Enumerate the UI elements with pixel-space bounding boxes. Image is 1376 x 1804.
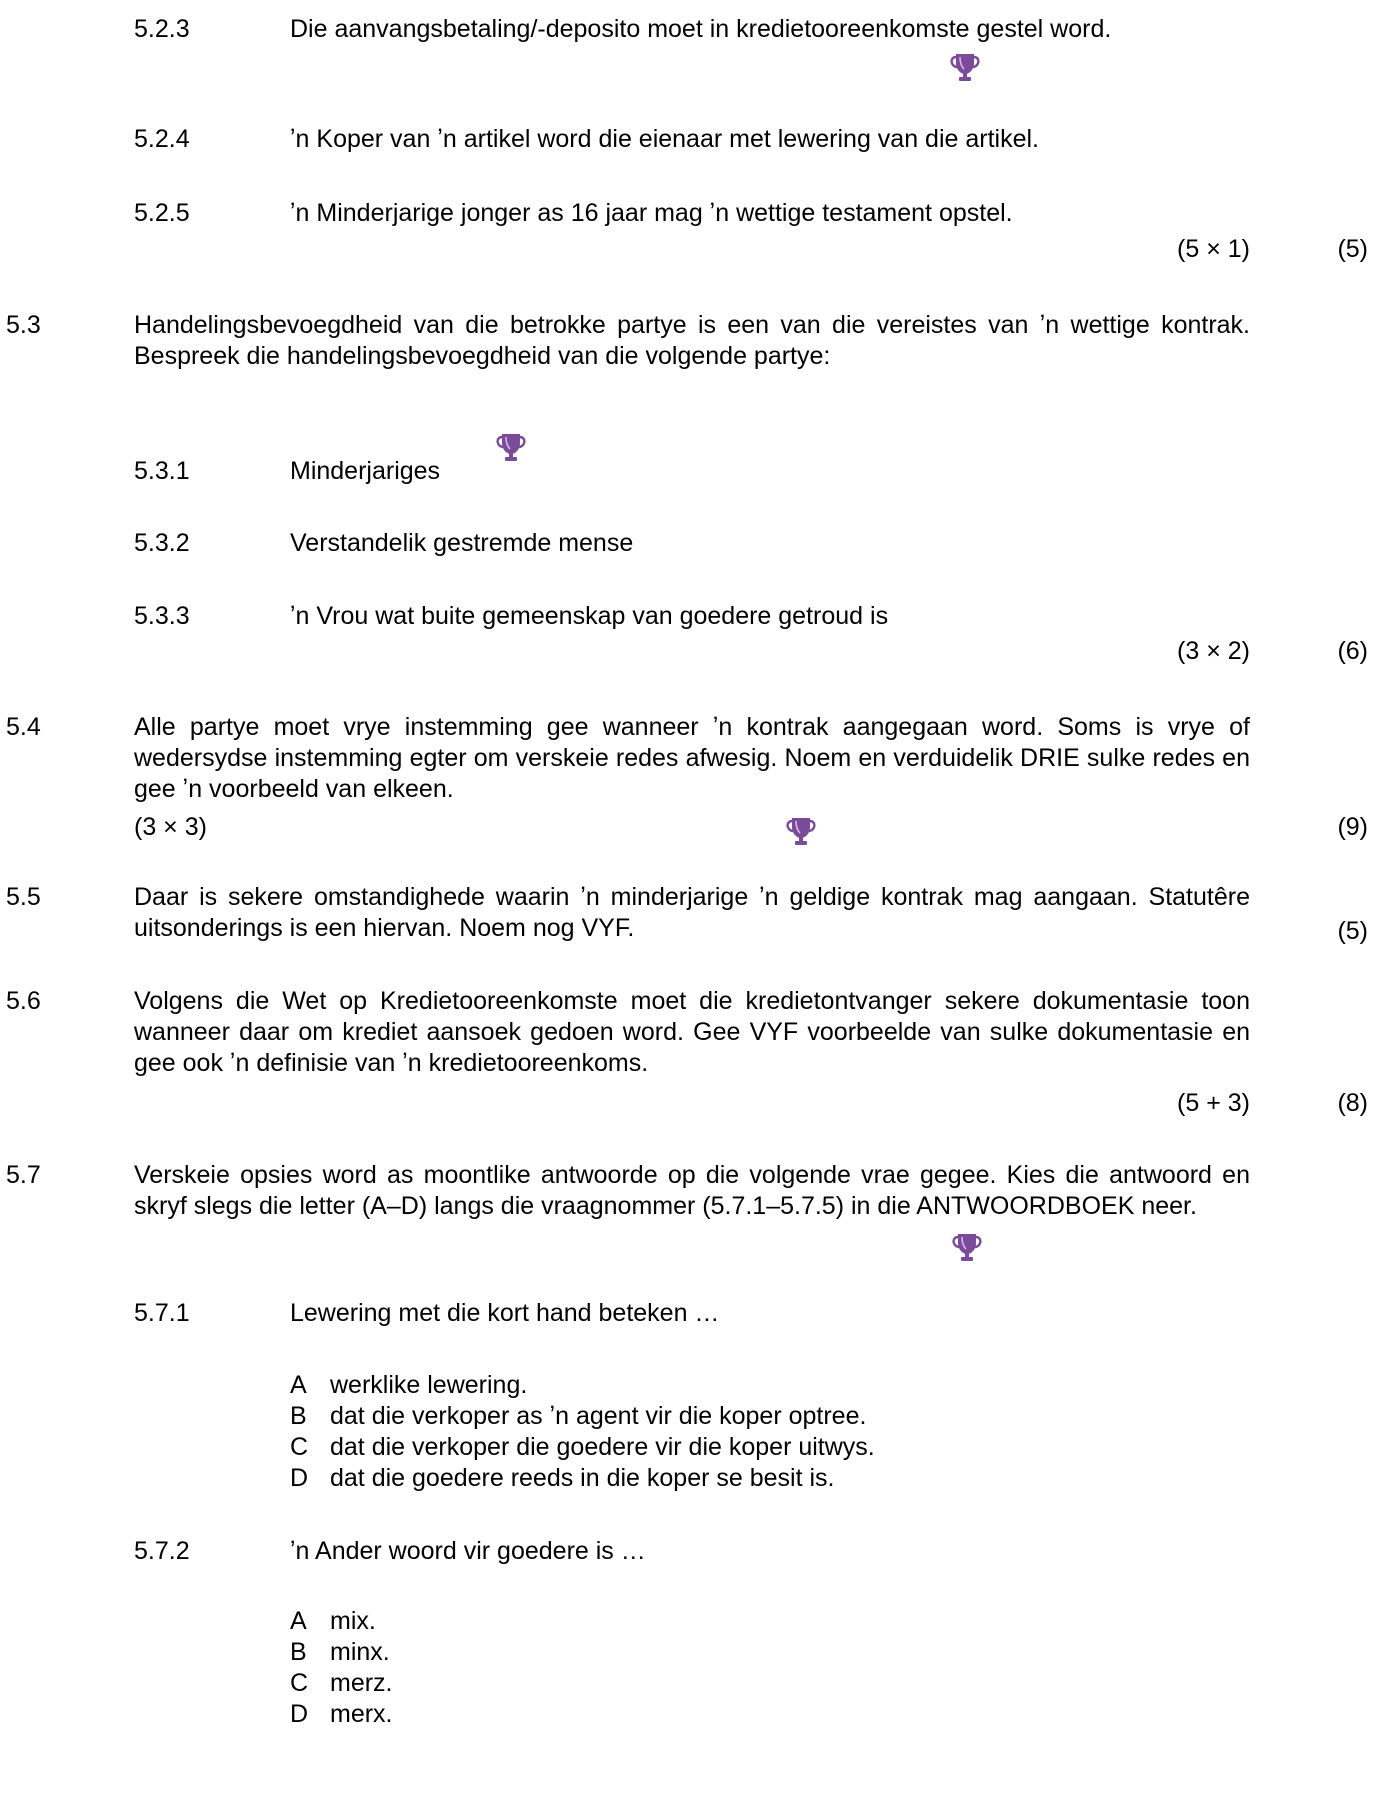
q533-text: ʼn Vrou wat buite gemeenskap van goedere getroud is [290,602,889,630]
option-letter: B [290,1402,307,1430]
option-text: merz. [330,1669,393,1697]
q531-text: Minderjariges [290,457,441,485]
q523-text: Die aanvangsbetaling/-deposito moet in kredietooreenkomste gestel word. [290,15,1112,43]
option-letter: A [290,1371,307,1399]
q524-number: 5.2.4 [134,125,190,153]
option-text: merx. [330,1700,393,1728]
option-letter: D [290,1700,309,1728]
q533-number: 5.3.3 [134,602,190,630]
q54-calc: (3 × 3) [134,813,207,841]
option-letter: C [290,1669,309,1697]
option-letter: B [290,1638,307,1666]
q54-text: Alle partye moet vrye instemming gee wanneer ʼn kontrak aangegaan word. Soms is vrye of wedersydse instemming egter om verskeie redes afwesig. Noem en verduidelik DRIE sulke redes en gee ʼn voorbeeld van elkeen. [134,713,1250,803]
q55-number: 5.5 [6,883,41,911]
q531-number: 5.3.1 [134,457,190,485]
q532-text: Verstandelik gestremde mense [290,529,634,557]
q55-text: Daar is sekere omstandighede waarin ʼn minderjarige ʼn geldige kontrak mag aangaan. Statutêre uitsonderings is een hiervan. Noem nog VYF. [134,883,1250,942]
option-text: werklike lewering. [330,1371,528,1399]
option-text: dat die verkoper as ʼn agent vir die koper optree. [330,1402,867,1430]
q572-stem: ʼn Ander woord vir goedere is … [290,1537,646,1565]
trophy-icon [494,430,528,464]
trophy-icon [784,814,818,848]
q572-number: 5.7.2 [134,1537,190,1565]
q571-number: 5.7.1 [134,1299,190,1327]
trophy-icon [948,50,982,84]
q525-marks: (5) [1337,235,1368,263]
q524-text: ʼn Koper van ʼn artikel word die eienaar met lewering van die artikel. [290,125,1039,153]
q532-number: 5.3.2 [134,529,190,557]
q56-number: 5.6 [6,987,41,1015]
q56-calc: (5 + 3) [1177,1089,1250,1117]
q53-marks: (6) [1337,637,1368,665]
q56-text: Volgens die Wet op Kredietooreenkomste moet die kredietontvanger sekere dokumentasie toon wanneer daar om krediet aansoek gedoen word. Gee VYF voorbeelde van sulke dokumentasie en gee ook ʼn definisie van ʼn kredietooreenkoms. [134,987,1250,1077]
q525-number: 5.2.5 [134,199,190,227]
trophy-icon [950,1230,984,1264]
option-letter: A [290,1607,307,1635]
option-text: dat die goedere reeds in die koper se besit is. [330,1464,835,1492]
q523-number: 5.2.3 [134,15,190,43]
q571-stem: Lewering met die kort hand beteken … [290,1299,720,1327]
q525-text: ʼn Minderjarige jonger as 16 jaar mag ʼn wettige testament opstel. [290,199,1013,227]
option-letter: C [290,1433,309,1461]
q54-number: 5.4 [6,713,41,741]
q56-marks: (8) [1337,1089,1368,1117]
q57-number: 5.7 [6,1161,41,1189]
q53-calc: (3 × 2) [1177,637,1250,665]
option-letter: D [290,1464,309,1492]
option-text: dat die verkoper die goedere vir die koper uitwys. [330,1433,875,1461]
option-text: mix. [330,1607,376,1635]
option-text: minx. [330,1638,390,1666]
q54-marks: (9) [1337,813,1368,841]
q525-calc: (5 × 1) [1177,235,1250,263]
q55-marks: (5) [1337,917,1368,945]
q53-number: 5.3 [6,311,41,339]
q57-text: Verskeie opsies word as moontlike antwoorde op die volgende vrae gegee. Kies die antwoord en skryf slegs die letter (A–D) langs die vraagnommer (5.7.1–5.7.5) in die ANTWOORDBOEK neer. [134,1161,1250,1220]
q53-text: Handelingsbevoegdheid van die betrokke partye is een van die vereistes van ʼn wettige kontrak. Bespreek die handelingsbevoegdheid van die volgende partye: [134,311,1250,370]
